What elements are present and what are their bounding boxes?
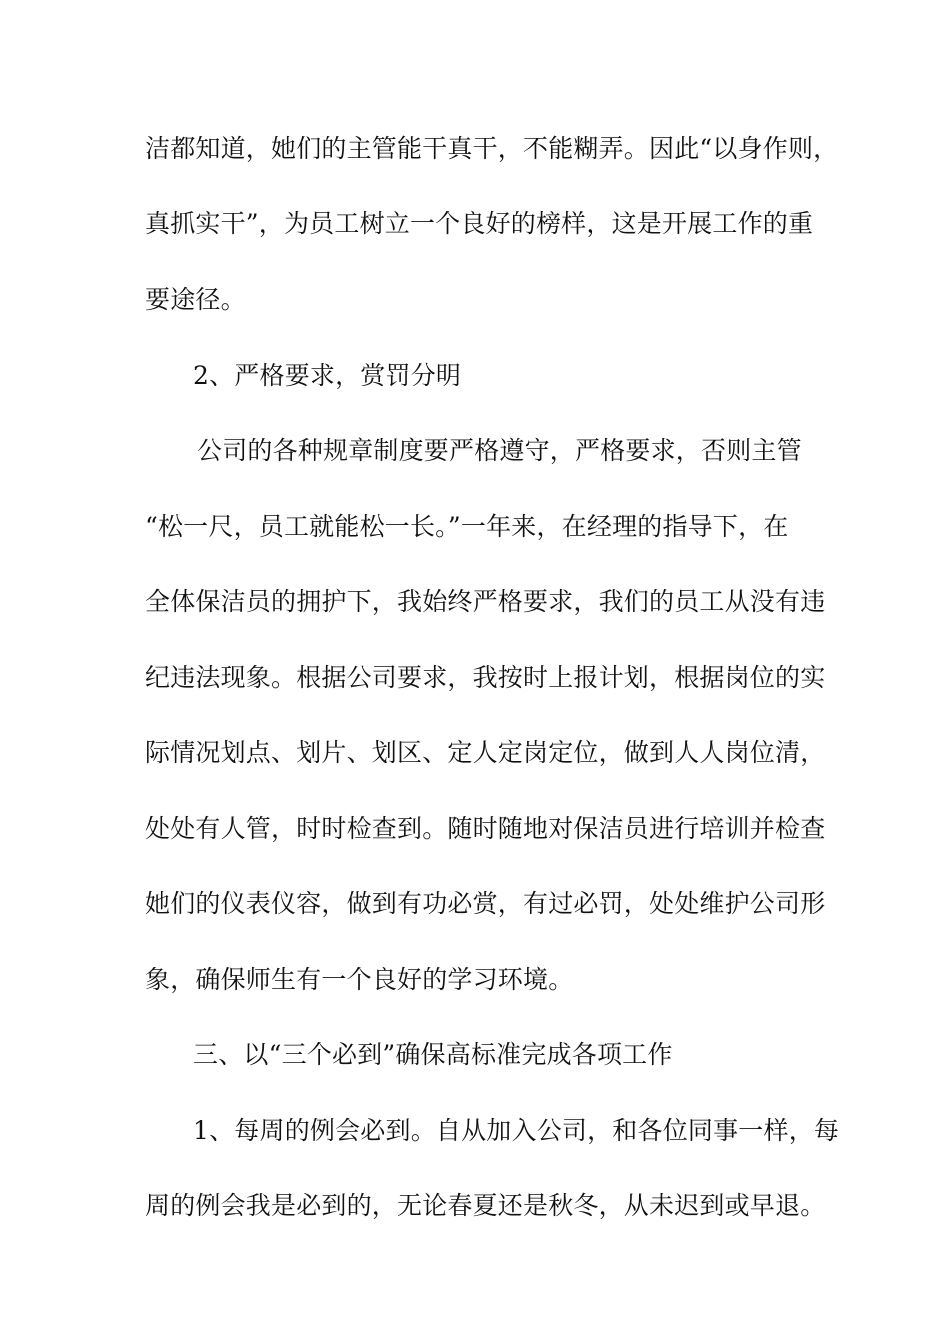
text-line-10: 处处有人管，时时检查到。随时随地对保洁员进行培训并检查 [145,814,826,843]
text-line-9: 际情况划点、划片、划区、定人定岗定位，做到人人岗位清， [145,738,826,767]
section-heading-2: 2、严格要求，赏罚分明 [193,361,462,390]
section-heading-3: 三、以“三个必到”确保高标准完成各项工作 [193,1040,673,1069]
text-line-8: 纪违法现象。根据公司要求，我按时上报计划，根据岗位的实 [145,663,826,692]
text-line-5: 公司的各种规章制度要严格遵守，严格要求，否则主管 [197,436,802,465]
text-line-14: 1、每周的例会必到。自从加入公司，和各位同事一样，每 [193,1116,840,1145]
text-line-12: 象，确保师生有一个良好的学习环境。 [145,965,574,994]
text-line-11: 她们的仪表仪容，做到有功必赏，有过必罚，处处维护公司形 [145,889,826,918]
text-line-6: “松一尺，员工就能松一长。”一年来，在经理的指导下，在 [145,512,789,541]
text-line-7: 全体保洁员的拥护下，我始终严格要求，我们的员工从没有违 [145,587,826,616]
text-line-2: 真抓实干”，为员工树立一个良好的榜样，这是开展工作的重 [145,209,814,238]
text-line-1: 洁都知道，她们的主管能干真干，不能糊弄。因此“以身作则， [145,134,839,163]
text-line-3: 要途径。 [145,285,246,314]
text-line-15: 周的例会我是必到的，无论春夏还是秋冬，从未迟到或早退。 [145,1191,826,1220]
